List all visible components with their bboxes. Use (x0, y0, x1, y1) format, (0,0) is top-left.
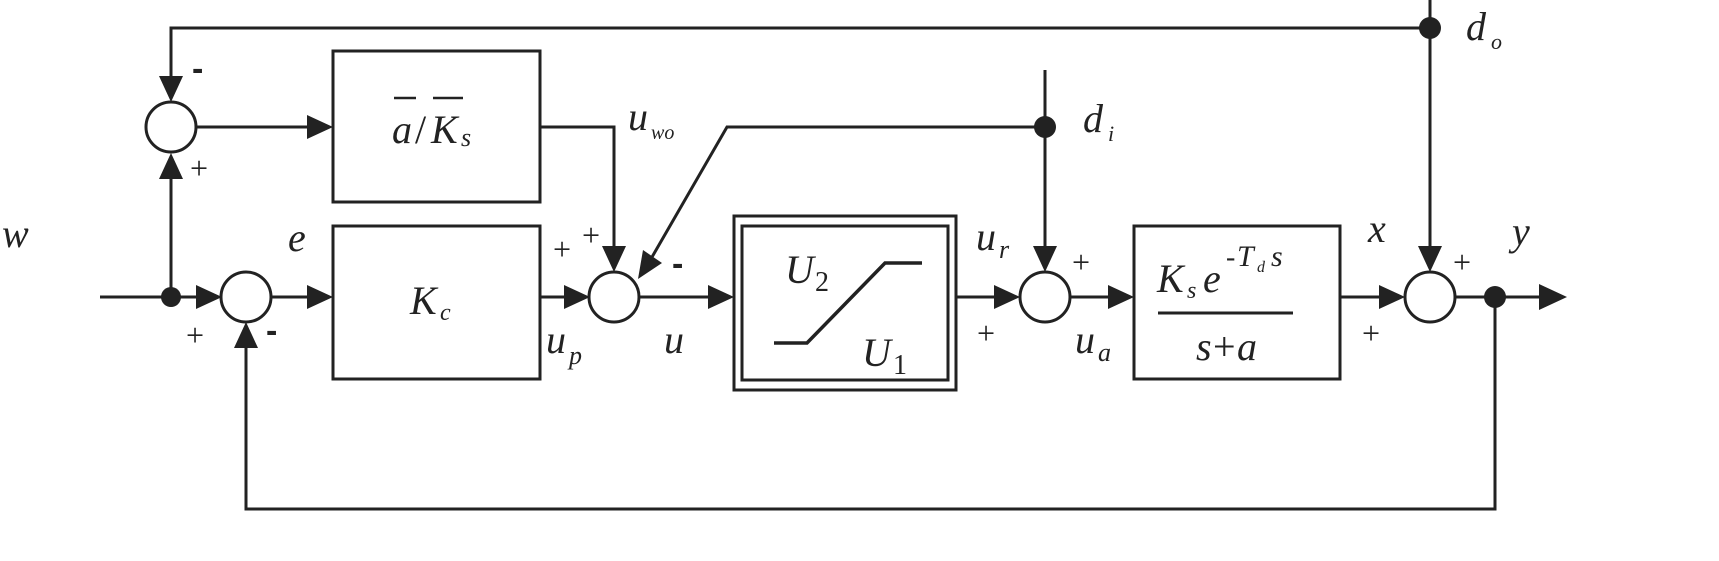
arrow-ur-into-sum (994, 285, 1020, 309)
arrow-feedback-into-error-sum (234, 322, 258, 348)
arrow-into-plant (1108, 285, 1134, 309)
label-uwo-subscript: wo (651, 122, 675, 144)
label-uwo: u (628, 94, 648, 139)
arrow-into-top-sum-from-above (159, 76, 183, 102)
plant-num-k-subscript: s (1187, 278, 1197, 304)
output-sum-plus-sign-top: + (1453, 244, 1472, 280)
control-sum-plus-sign-1: + (553, 231, 572, 267)
plant-exp-t-subscript: d (1257, 259, 1265, 276)
label-u: u (664, 317, 684, 362)
arrow-di-into-control-sum (638, 250, 662, 279)
wire-uwo (540, 127, 614, 258)
arrow-into-controller (307, 285, 333, 309)
plant-den-s: s (1196, 324, 1212, 369)
model-numerator-a: a (392, 107, 412, 152)
label-x: x (1368, 206, 1386, 251)
arrow-x-into-output-sum (1379, 285, 1405, 309)
error-sum-minus-sign: - (266, 312, 278, 350)
branch-dot-y (1484, 286, 1506, 308)
plant-exp-minus: - (1226, 242, 1236, 273)
label-y: y (1512, 209, 1530, 254)
branch-dot-di (1034, 116, 1056, 138)
error-sum-plus-sign: + (186, 317, 205, 353)
input-disturbance-sum-junction (1020, 272, 1070, 322)
saturation-block (734, 216, 956, 390)
plant-block (1134, 226, 1340, 379)
controller-k: K (410, 278, 437, 323)
label-do-subscript: o (1491, 29, 1502, 54)
plant-den-plus: + (1213, 324, 1236, 369)
arrow-up-into-control-sum (564, 285, 590, 309)
top-sum-minus-sign: - (192, 50, 204, 88)
controller-block (333, 226, 540, 379)
branch-dot-do (1419, 17, 1441, 39)
control-sum-junction (589, 272, 639, 322)
model-slash: / (415, 107, 427, 152)
output-sum-plus-sign-left: + (1362, 315, 1381, 351)
label-di: d (1083, 96, 1103, 141)
dead-time-model-block (333, 51, 540, 202)
label-e: e (288, 215, 306, 260)
control-sum-plus-sign-2: + (582, 217, 601, 253)
arrow-into-model (307, 115, 333, 139)
output-sum-junction (1405, 272, 1455, 322)
saturation-lower-label: U (862, 330, 891, 375)
top-sum-plus-sign: + (190, 150, 209, 186)
arrow-into-saturation (708, 285, 734, 309)
plant-exp-s: s (1271, 240, 1283, 273)
plant-num-e: e (1203, 256, 1221, 301)
arrow-into-top-sum-from-below (159, 153, 183, 179)
label-up-subscript: p (569, 341, 582, 370)
top-sum-junction (146, 102, 196, 152)
plant-num-k: K (1157, 256, 1184, 301)
arrow-into-error-sum (196, 285, 222, 309)
model-k-subscript: s (461, 123, 472, 152)
control-sum-minus-sign: - (672, 245, 684, 283)
label-ua: u (1075, 317, 1095, 362)
saturation-upper-label: U (785, 247, 814, 292)
arrow-uwo-into-control-sum (602, 246, 626, 272)
error-sum-junction (221, 272, 271, 322)
input-sum-plus-sign-left: + (977, 315, 996, 351)
saturation-upper-subscript: 2 (815, 267, 829, 298)
label-ur: u (976, 214, 996, 259)
arrow-do-into-output-sum (1418, 246, 1442, 272)
label-up: u (546, 317, 566, 362)
plant-exp-t: T (1237, 240, 1254, 273)
controller-k-subscript: c (440, 300, 451, 326)
model-k: K (431, 107, 458, 152)
saturation-lower-subscript: 1 (893, 350, 907, 381)
label-di-subscript: i (1108, 121, 1115, 146)
label-w: w (2, 211, 29, 256)
arrow-di-into-sum (1033, 246, 1057, 272)
plant-den-a: a (1237, 324, 1257, 369)
label-ua-subscript: a (1098, 338, 1111, 367)
label-ur-subscript: r (999, 235, 1010, 264)
arrow-y-output (1539, 284, 1567, 310)
input-sum-plus-sign-top: + (1072, 244, 1091, 280)
label-do: d (1466, 4, 1486, 49)
branch-dot-w (161, 287, 181, 307)
